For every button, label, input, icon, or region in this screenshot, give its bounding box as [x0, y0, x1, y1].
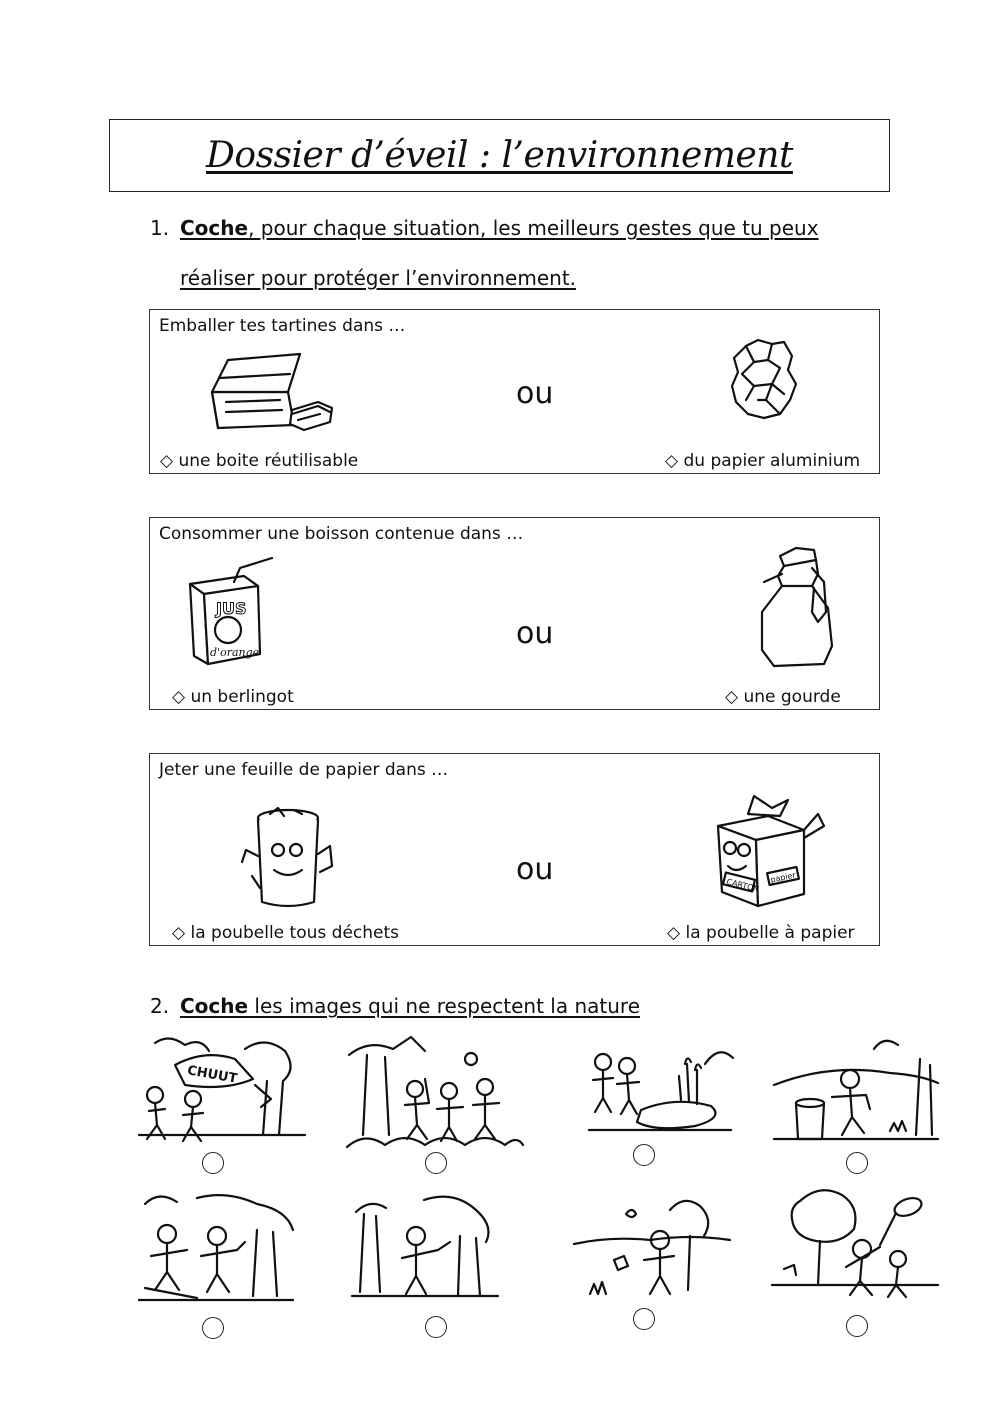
paper-bin-icon	[708, 792, 828, 912]
svg-text:CARTON: CARTON	[725, 877, 761, 894]
question-1-text-2: réaliser pour protéger l’environnement.	[180, 266, 577, 290]
question-1-number: 1.	[150, 216, 170, 240]
option-right[interactable]: ◇ une gourde	[725, 687, 841, 707]
or-label: ou	[516, 376, 554, 411]
svg-text:papier: papier	[769, 870, 797, 885]
question-1-line-1	[150, 216, 819, 240]
checkbox-circle-4[interactable]	[846, 1152, 868, 1174]
situation-box-1	[149, 309, 880, 474]
crumpled-foil-icon	[728, 338, 798, 423]
picking-tree-icon	[345, 1035, 525, 1153]
situation-box-3	[149, 753, 880, 946]
svg-text:CHUUT: CHUUT	[186, 1063, 239, 1087]
option-left[interactable]: ◇ un berlingot	[172, 687, 294, 707]
checkbox-circle-2[interactable]	[425, 1152, 447, 1174]
question-1-verb: Coche	[180, 216, 249, 240]
water-bottle-icon	[754, 546, 844, 671]
children-pond-icon	[585, 1040, 735, 1145]
svg-text:JUS: JUS	[216, 599, 247, 618]
lunchbox-icon	[208, 350, 338, 435]
cutting-tree-icon	[137, 1190, 297, 1308]
question-2-verb: Coche	[180, 994, 249, 1018]
trash-can-icon	[240, 806, 335, 911]
svg-text:d'orange: d'orange	[210, 646, 260, 659]
option-right[interactable]: ◇ la poubelle à papier	[667, 923, 855, 943]
or-label: ou	[516, 616, 554, 651]
checkbox-circle-6[interactable]	[425, 1316, 447, 1338]
title-box	[109, 119, 890, 192]
situation-prompt: Emballer tes tartines dans …	[159, 316, 406, 336]
littering-meadow-icon	[570, 1190, 735, 1305]
litter-bin-icon	[770, 1035, 940, 1147]
juice-carton-icon	[184, 556, 284, 668]
checkbox-circle-1[interactable]	[202, 1152, 224, 1174]
checkbox-circle-7[interactable]	[633, 1308, 655, 1330]
situation-prompt: Jeter une feuille de papier dans …	[159, 760, 449, 780]
option-right[interactable]: ◇ du papier aluminium	[665, 451, 861, 471]
checkbox-circle-3[interactable]	[633, 1144, 655, 1166]
tree-carving-icon	[350, 1192, 500, 1307]
checkbox-circle-8[interactable]	[846, 1315, 868, 1337]
question-2-number: 2.	[150, 994, 170, 1018]
question-1-line-2	[180, 266, 576, 290]
butterfly-net-icon	[770, 1185, 940, 1305]
option-left[interactable]: ◇ la poubelle tous déchets	[172, 923, 400, 943]
situation-prompt: Consommer une boisson contenue dans …	[159, 524, 524, 544]
forest-children-icon	[135, 1035, 310, 1150]
page-title: Dossier d’éveil : l’environnement	[206, 135, 793, 176]
option-left[interactable]: ◇ une boite réutilisable	[160, 451, 359, 471]
question-2	[150, 994, 640, 1018]
situation-box-2	[149, 517, 880, 710]
checkbox-circle-5[interactable]	[202, 1317, 224, 1339]
question-1-text: , pour chaque situation, les meilleurs gestes que tu peux	[248, 216, 819, 240]
or-label: ou	[516, 852, 554, 887]
question-2-text: les images qui ne respectent la nature	[248, 994, 641, 1018]
